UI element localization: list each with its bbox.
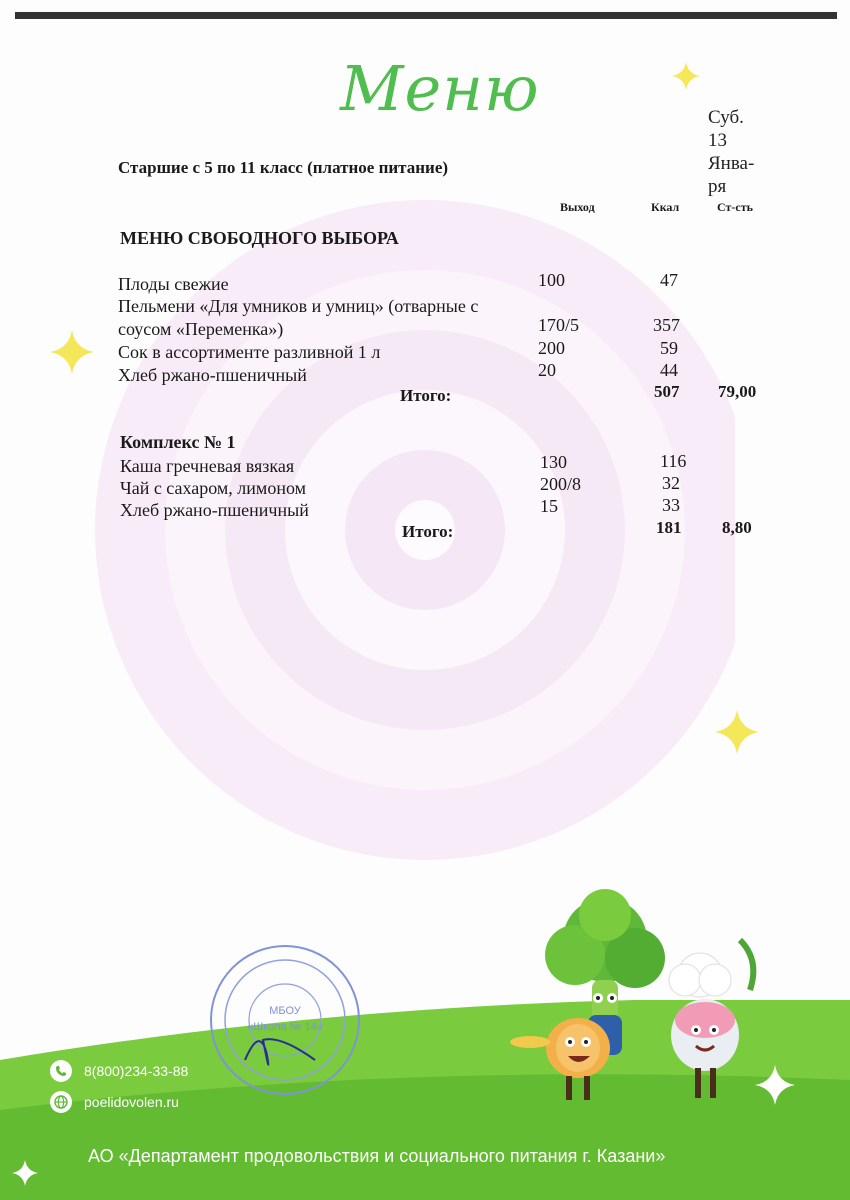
- company-name: АО «Департамент продовольствия и социального питания г. Казани»: [88, 1146, 666, 1166]
- item-name: Сок в ассортименте разливной 1 л: [118, 342, 381, 362]
- date-month-part2: ря: [708, 176, 727, 197]
- menu-subtitle: Старшие с 5 по 11 класс (платное питание): [118, 158, 449, 177]
- phone-icon: [50, 1060, 72, 1082]
- date-day: Суб.: [708, 107, 744, 128]
- column-header-kcal: Ккал: [651, 200, 680, 214]
- total-kcal: 181: [656, 518, 682, 537]
- total-kcal: 507: [654, 382, 680, 401]
- stamp-text-line2: «Школа № 14»: [247, 1021, 323, 1033]
- total-cost: 8,80: [722, 518, 752, 537]
- item-kcal: 33: [662, 495, 680, 515]
- item-output: 100: [538, 270, 565, 290]
- item-kcal: 59: [660, 338, 678, 358]
- star-icon: [672, 62, 700, 90]
- phone-number: 8(800)234-33-88: [84, 1063, 189, 1079]
- item-kcal: 357: [653, 315, 680, 335]
- item-name-line2: соусом «Переменка»): [118, 319, 284, 339]
- item-name: Плоды свежие: [118, 274, 229, 294]
- page-title: Меню: [340, 52, 540, 125]
- item-name: Каша гречневая вязкая: [120, 456, 295, 476]
- total-cost: 79,00: [718, 382, 757, 401]
- item-output: 20: [538, 360, 556, 380]
- total-label: Итого:: [402, 522, 454, 541]
- website-link[interactable]: poelidovolen.ru: [84, 1094, 179, 1110]
- item-output: 130: [540, 452, 567, 472]
- star-icon: [12, 1160, 38, 1186]
- item-output: 200: [538, 338, 565, 358]
- date-month-part1: Янва-: [708, 153, 755, 174]
- total-label: Итого:: [400, 386, 452, 405]
- contact-website: [50, 1091, 179, 1113]
- item-name: Хлеб ржано-пшеничный: [120, 500, 309, 520]
- star-icon: [755, 1065, 795, 1105]
- item-output: 200/8: [540, 474, 582, 494]
- column-header-output: Выход: [560, 200, 595, 214]
- section-heading: МЕНЮ СВОБОДНОГО ВЫБОРА: [120, 228, 399, 248]
- top-border: [15, 12, 837, 19]
- item-kcal: 47: [660, 270, 678, 290]
- item-name: Хлеб ржано-пшеничный: [118, 365, 307, 385]
- column-header-cost: Ст-сть: [717, 200, 753, 214]
- date-block: [708, 106, 754, 198]
- globe-icon: [50, 1091, 72, 1113]
- school-stamp: [205, 940, 365, 1100]
- mascot-illustration: [500, 880, 780, 1130]
- star-icon: [715, 710, 759, 754]
- item-name: Чай с сахаром, лимоном: [120, 478, 306, 498]
- date-number: 13: [708, 130, 727, 151]
- item-kcal: 116: [660, 451, 687, 471]
- section-heading: Комплекс № 1: [120, 432, 236, 452]
- item-output: 170/5: [538, 315, 580, 335]
- contact-phone: [50, 1060, 188, 1082]
- item-kcal: 32: [662, 473, 680, 493]
- item-name-line1: Пельмени «Для умников и умниц» (отварные с: [118, 296, 479, 316]
- star-icon: [50, 330, 94, 374]
- item-kcal: 44: [660, 360, 678, 380]
- stamp-text-line1: МБОУ: [269, 1005, 301, 1017]
- item-output: 15: [540, 496, 558, 516]
